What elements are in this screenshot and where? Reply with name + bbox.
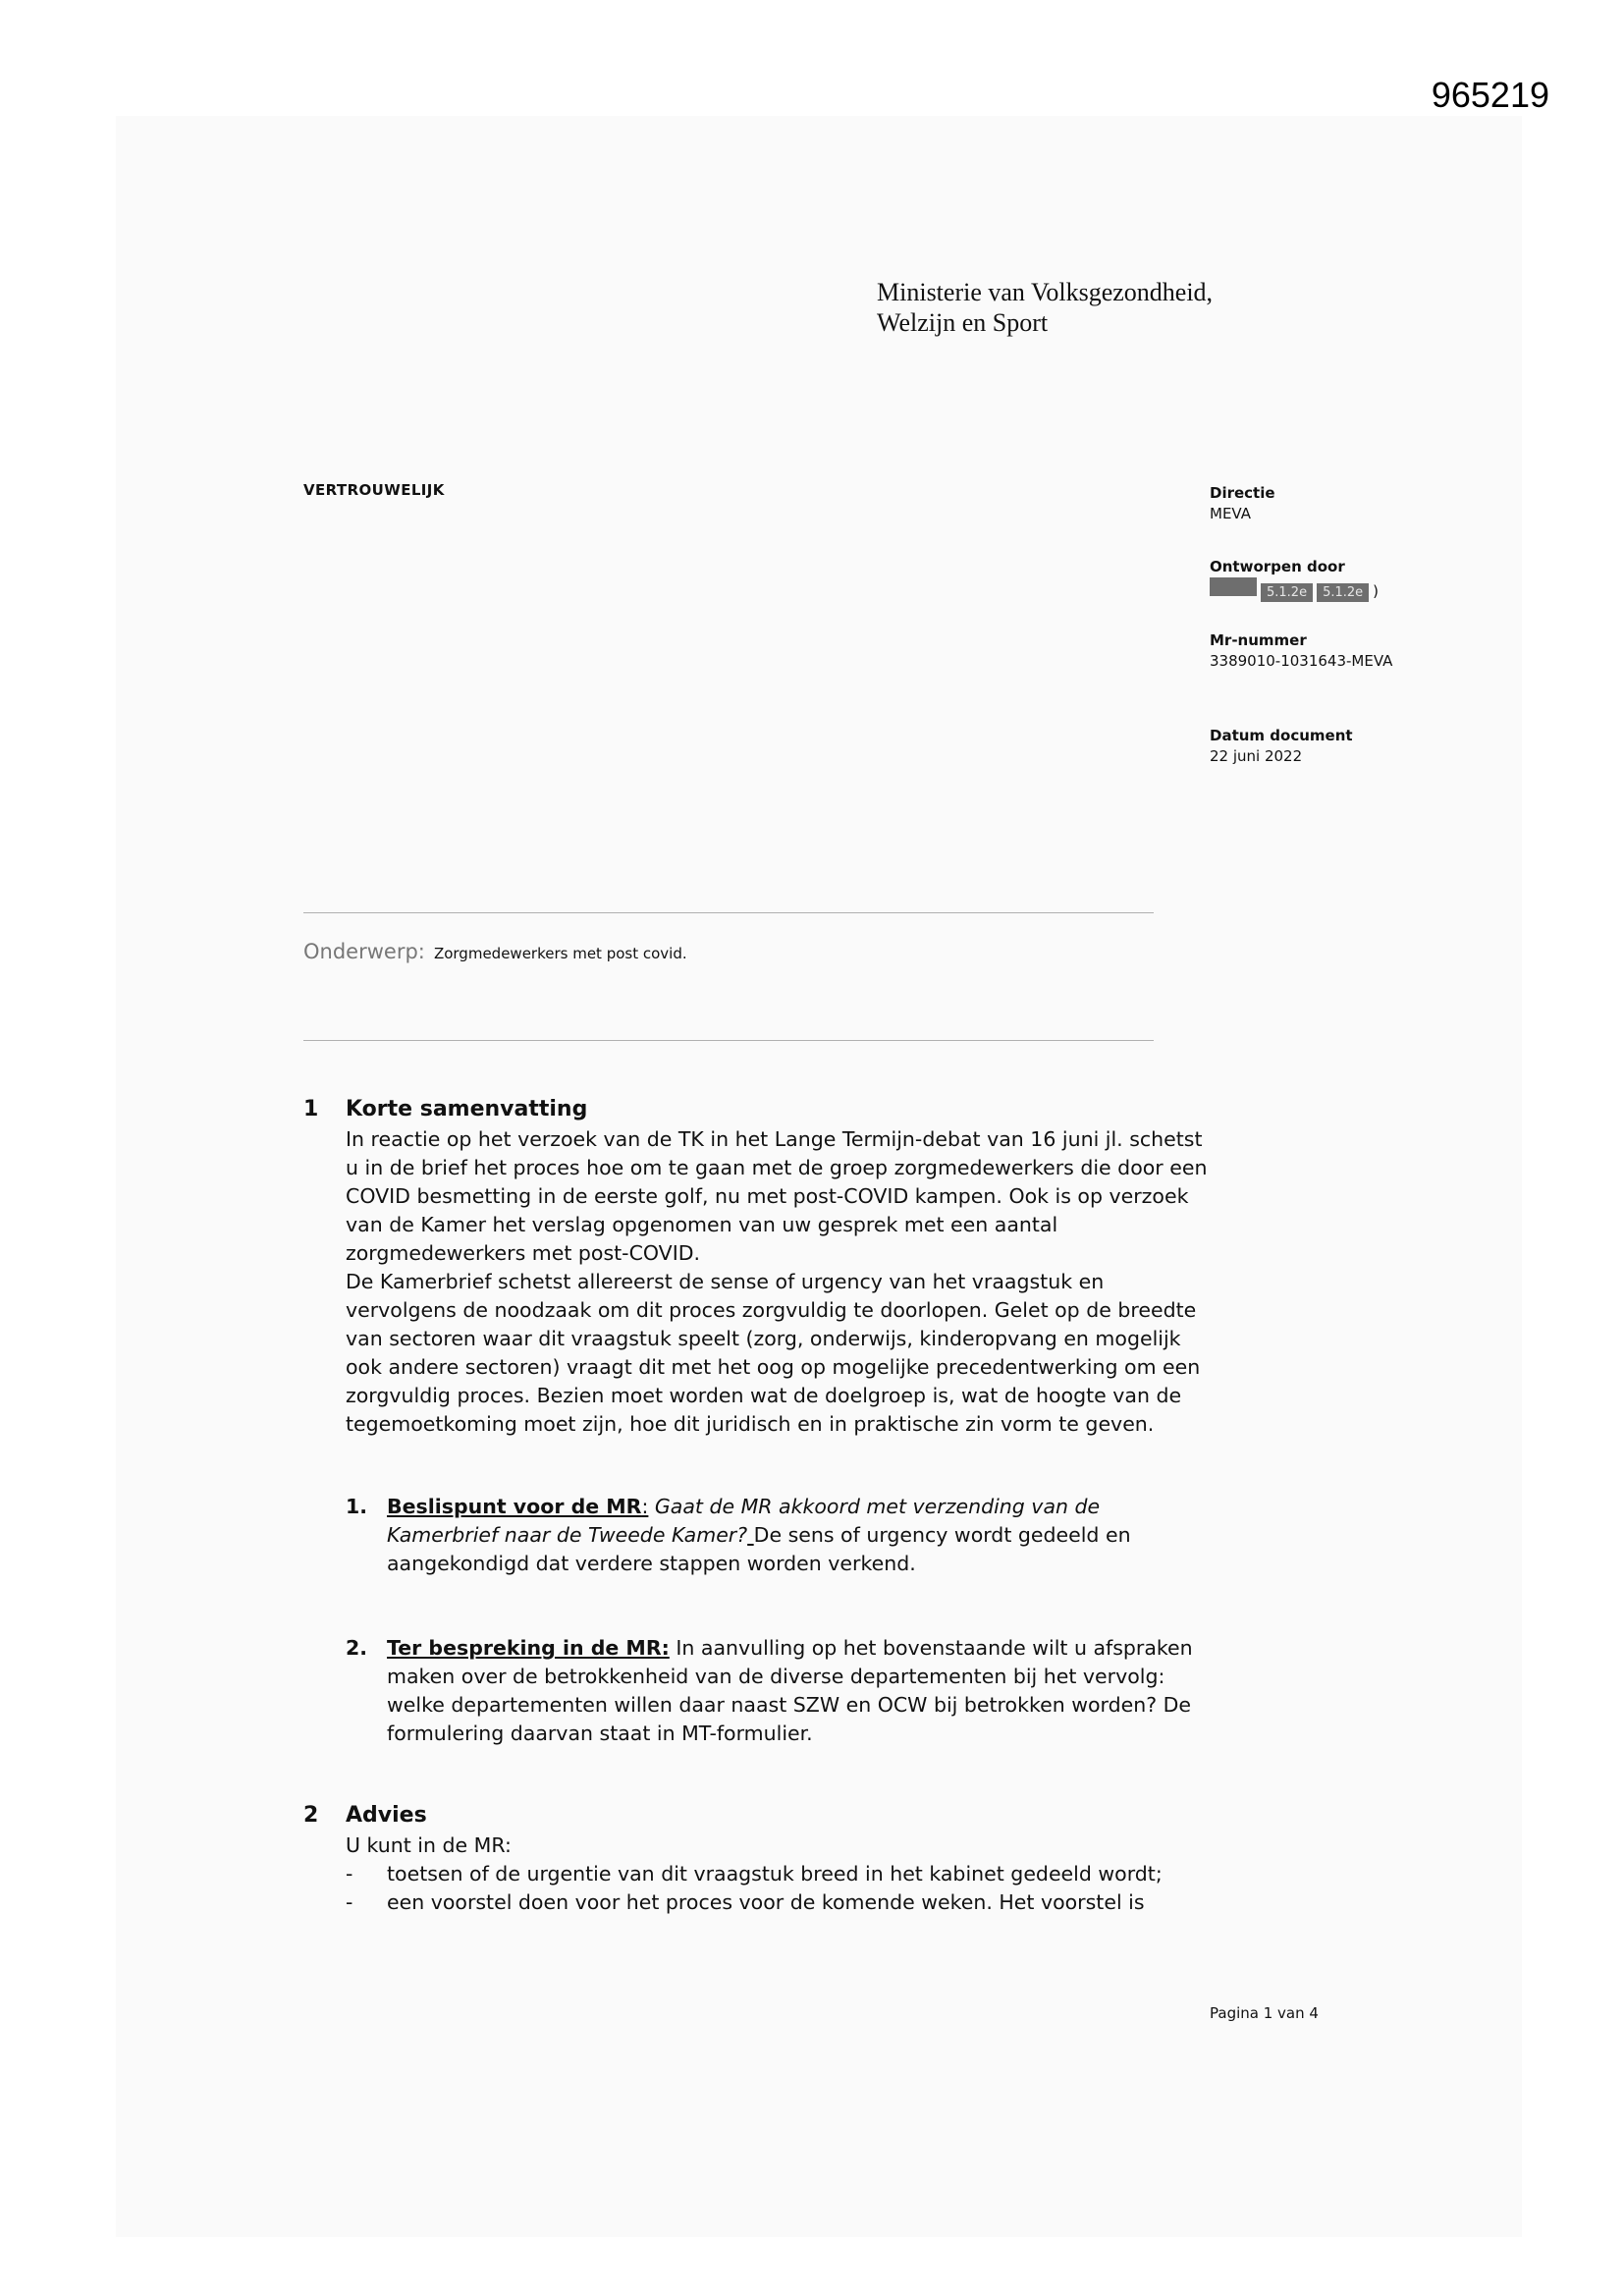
section-1-title: Korte samenvatting (346, 1097, 588, 1121)
discussion-item-2 (346, 1634, 1210, 1748)
bullet-dash: - (346, 1890, 353, 1914)
page-number-footer: Pagina 1 van 4 (1210, 2004, 1319, 2022)
section-2-body (346, 1831, 1210, 1917)
subject-value: Zorgmedewerkers met post covid. (433, 945, 687, 962)
bullet-dash: - (346, 1862, 353, 1886)
redaction-code-1: 5.1.2e (1261, 583, 1313, 602)
advice-bullet-1 (346, 1860, 1210, 1888)
advice-bullet-2 (346, 1888, 1210, 1917)
datum-value: 22 juni 2022 (1210, 747, 1303, 765)
ontworpen-label: Ontworpen door (1210, 558, 1345, 575)
section-1-number: 1 (303, 1097, 319, 1121)
directie-value: MEVA (1210, 505, 1251, 522)
redaction-block (1210, 577, 1257, 596)
section-2-number: 2 (303, 1803, 319, 1828)
section-2-title: Advies (346, 1803, 427, 1828)
section-1-paragraph-1: In reactie op het verzoek van de TK in het Lange Termijn-debat van 16 juni jl. schetst u in de brief het proces hoe om te gaan met de groep zorgmedewerkers die door een COVID besmetting in de eerste golf, nu met post-COVID kampen. Ook is op verzoek van de Kamer het verslag opgenomen van uw gesprek met een aantal zorgmedewerkers met post-COVID. (346, 1127, 1208, 1265)
mr-label: Mr-nummer (1210, 631, 1307, 649)
ministry-line-2: Welzijn en Sport (877, 308, 1049, 337)
document-number: 965219 (1431, 75, 1549, 115)
decision-item-1-colon: : (641, 1495, 649, 1518)
ontworpen-suffix: ) (1373, 582, 1380, 600)
decision-item-1-heading: Beslispunt voor de MR (387, 1495, 642, 1518)
redaction-code-2: 5.1.2e (1317, 583, 1369, 602)
mr-value: 3389010-1031643-MEVA (1210, 652, 1393, 670)
ministry-heading (877, 277, 1213, 338)
datum-label: Datum document (1210, 727, 1353, 744)
sidebar-mr-nummer (1210, 630, 1504, 672)
directie-label: Directie (1210, 484, 1275, 502)
divider-top (303, 912, 1154, 913)
section-2-intro: U kunt in de MR: (346, 1833, 512, 1857)
decision-item-1-rest: De sens of urgency wordt gedeeld en aangekondigd dat verdere stappen worden verkend. (387, 1523, 1131, 1575)
section-1-body (346, 1125, 1210, 1439)
sidebar-directie (1210, 483, 1504, 524)
decision-item-1-question: Gaat de MR akkoord met verzending van de Kamerbrief naar de Tweede Kamer? (387, 1495, 1101, 1547)
decision-item-1-number: 1. (346, 1495, 368, 1518)
advice-bullet-2-text: een voorstel doen voor het proces voor de komende weken. Het voorstel is (387, 1890, 1145, 1914)
discussion-item-2-heading: Ter bespreking in de MR: (387, 1636, 670, 1660)
sidebar-ontworpen-door (1210, 557, 1504, 602)
divider-bottom (303, 1040, 1154, 1041)
decision-item-1-text (387, 1493, 1210, 1578)
ontworpen-value (1210, 577, 1504, 602)
discussion-item-2-number: 2. (346, 1636, 368, 1660)
sidebar-datum-document (1210, 726, 1504, 767)
ministry-line-1: Ministerie van Volksgezondheid, (877, 278, 1214, 306)
classification-label: VERTROUWELIJK (303, 481, 445, 499)
discussion-item-2-rest: In aanvulling op het bovenstaande wilt u afspraken maken over de betrokkenheid van de diverse departementen bij het vervolg: welke departementen willen daar naast SZW en OCW bij betrokken worden? De formulering daarvan staat in MT-formulier. (387, 1636, 1193, 1745)
decision-item-1 (346, 1493, 1210, 1578)
section-1-paragraph-2: De Kamerbrief schetst allereerst de sense of urgency van het vraagstuk en vervolgens de noodzaak om dit proces zorgvuldig te doorlopen. Gelet op de breedte van sectoren waar dit vraagstuk speelt (zorg, onderwijs, kinderopvang en mogelijk ook andere sectoren) vraagt dit met het oog op mogelijke precedentwerking om een zorgvuldig proces. Bezien moet worden wat de doelgroep is, wat de hoogte van de tegemoetkoming moet zijn, hoe dit juridisch en in praktische zin vorm te geven. (346, 1270, 1201, 1436)
advice-bullet-1-text: toetsen of de urgentie van dit vraagstuk breed in het kabinet gedeeld wordt; (387, 1862, 1163, 1886)
subject-label: Onderwerp: (303, 940, 425, 963)
subject-line (303, 940, 687, 963)
discussion-item-2-text (387, 1634, 1210, 1748)
